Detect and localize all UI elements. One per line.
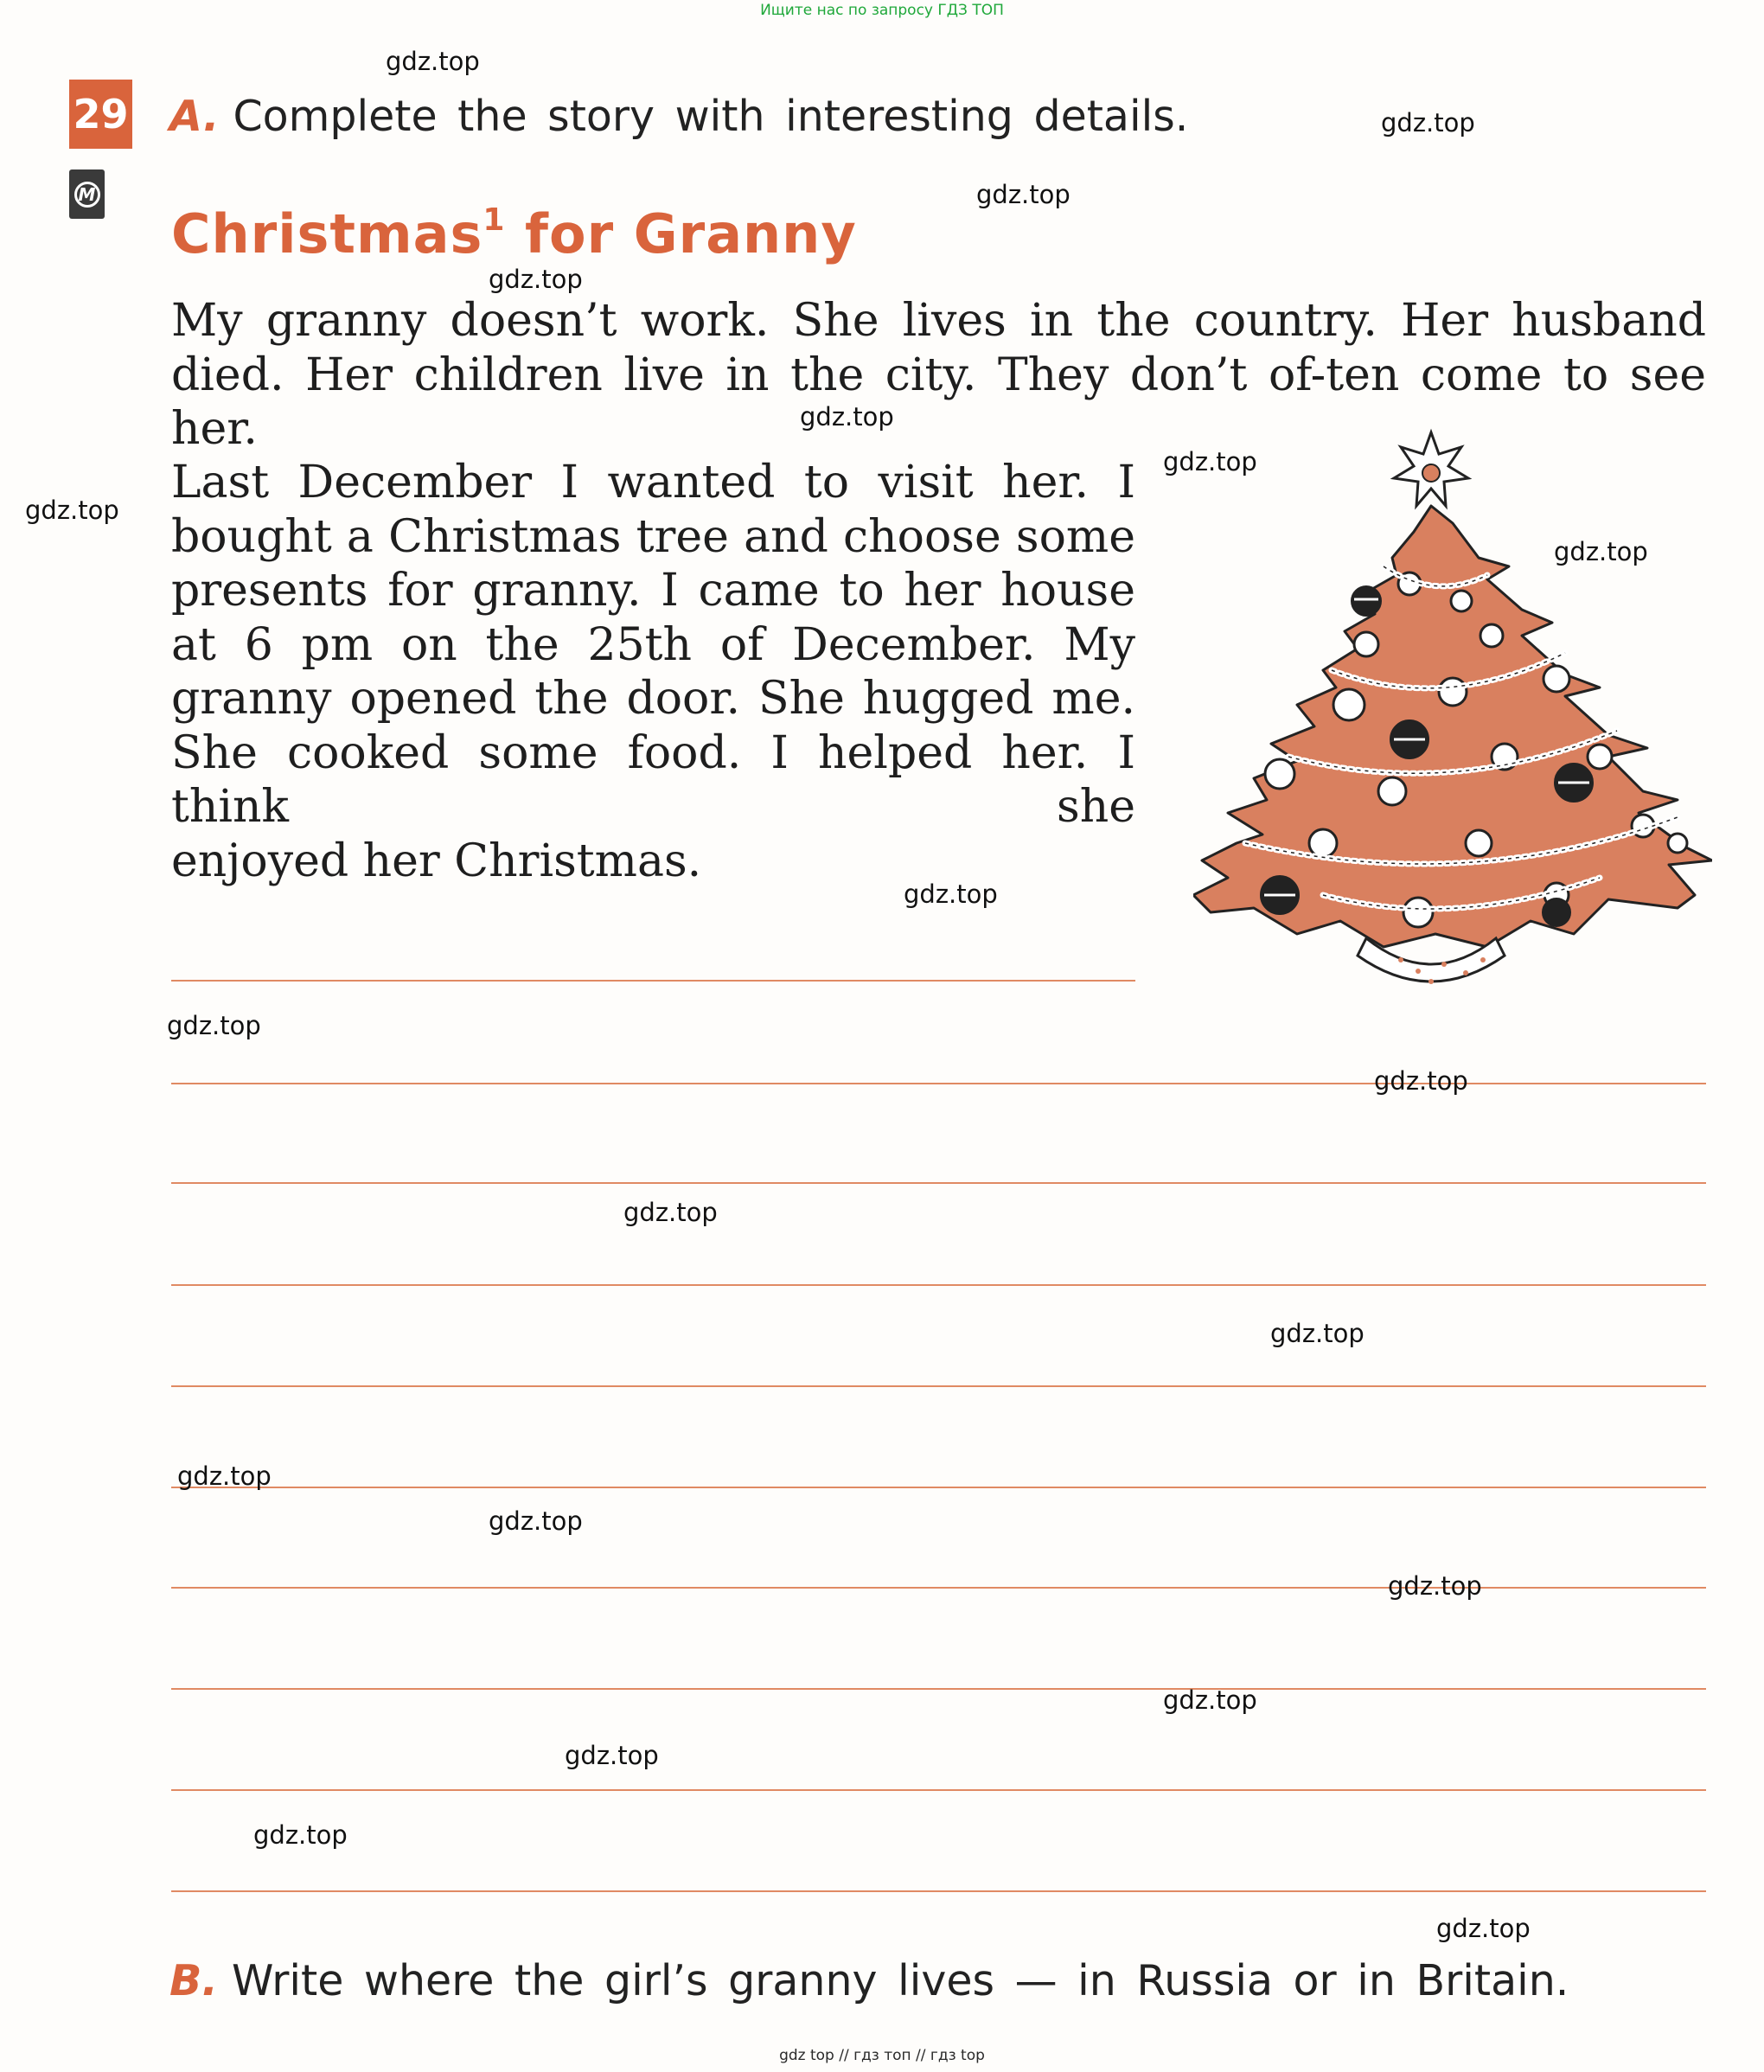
watermark: gdz.top: [1388, 1571, 1482, 1601]
christmas-tree-icon: [1193, 428, 1712, 1007]
story-text-2-last: enjoyed her Christmas.: [171, 835, 702, 887]
task-b-letter: B.: [169, 1956, 218, 2005]
watermark: gdz.top: [1436, 1914, 1531, 1943]
watermark: gdz.top: [1374, 1066, 1468, 1096]
watermark: gdz.top: [25, 496, 119, 525]
watermark: gdz.top: [1270, 1319, 1365, 1348]
write-line[interactable]: [171, 1487, 1706, 1488]
watermark: gdz.top: [1381, 108, 1475, 137]
story-paragraph-2: [171, 456, 1135, 888]
m-badge-icon: [69, 169, 105, 219]
exercise-number: 29: [69, 80, 132, 149]
watermark: gdz.top: [1163, 447, 1257, 476]
bottom-banner[interactable]: gdz top // гдз топ // гдз top: [779, 2047, 985, 2064]
story-text-2: Last December I wanted to visit her. I bought a Christmas tree and choose some presents for granny. I came to her house at 6 pm on the 25th of December. My granny opened the door. She hugged me. She cooked some food. I helped her. I think she: [171, 457, 1135, 833]
top-banner[interactable]: Ищите нас по запросу ГДЗ ТОП: [760, 2, 1004, 19]
watermark: gdz.top: [489, 1506, 583, 1536]
task-b-text: Write where the girl’s granny lives — in Russia or in Britain.: [231, 1956, 1569, 2005]
story-title: [171, 202, 857, 265]
watermark: gdz.top: [976, 180, 1071, 209]
watermark: gdz.top: [253, 1820, 348, 1850]
write-line[interactable]: [171, 1182, 1706, 1184]
watermark: gdz.top: [904, 879, 998, 909]
watermark: gdz.top: [489, 265, 583, 294]
watermark: gdz.top: [167, 1011, 261, 1040]
title-footnote: 1: [483, 202, 506, 238]
story-title-main: Christmas: [171, 202, 483, 265]
watermark: gdz.top: [1554, 537, 1648, 566]
watermark: gdz.top: [1163, 1685, 1257, 1715]
write-line[interactable]: [171, 1385, 1706, 1387]
write-line[interactable]: [171, 980, 1135, 982]
m-badge-letter: M: [74, 182, 100, 208]
write-line[interactable]: [171, 1789, 1706, 1791]
write-line[interactable]: [171, 1083, 1706, 1084]
write-line[interactable]: [171, 1284, 1706, 1286]
watermark: gdz.top: [565, 1741, 659, 1770]
watermark: gdz.top: [177, 1461, 272, 1491]
story-title-rest: for Granny: [505, 202, 857, 265]
task-a: [169, 92, 1188, 141]
write-line[interactable]: [171, 1890, 1706, 1892]
watermark: gdz.top: [623, 1198, 718, 1227]
watermark: gdz.top: [386, 47, 480, 76]
story-text-1: My granny doesn’t work. She lives in the country. Her husband died. Her children live in the city. They don’t of-ten come to see her.: [171, 295, 1706, 455]
tree-star-center: [1422, 464, 1440, 482]
watermark: gdz.top: [800, 402, 894, 432]
task-b: [169, 1956, 1569, 2005]
task-a-text: Complete the story with interesting details.: [233, 92, 1189, 141]
write-line[interactable]: [171, 1688, 1706, 1690]
task-a-letter: A.: [169, 92, 220, 141]
